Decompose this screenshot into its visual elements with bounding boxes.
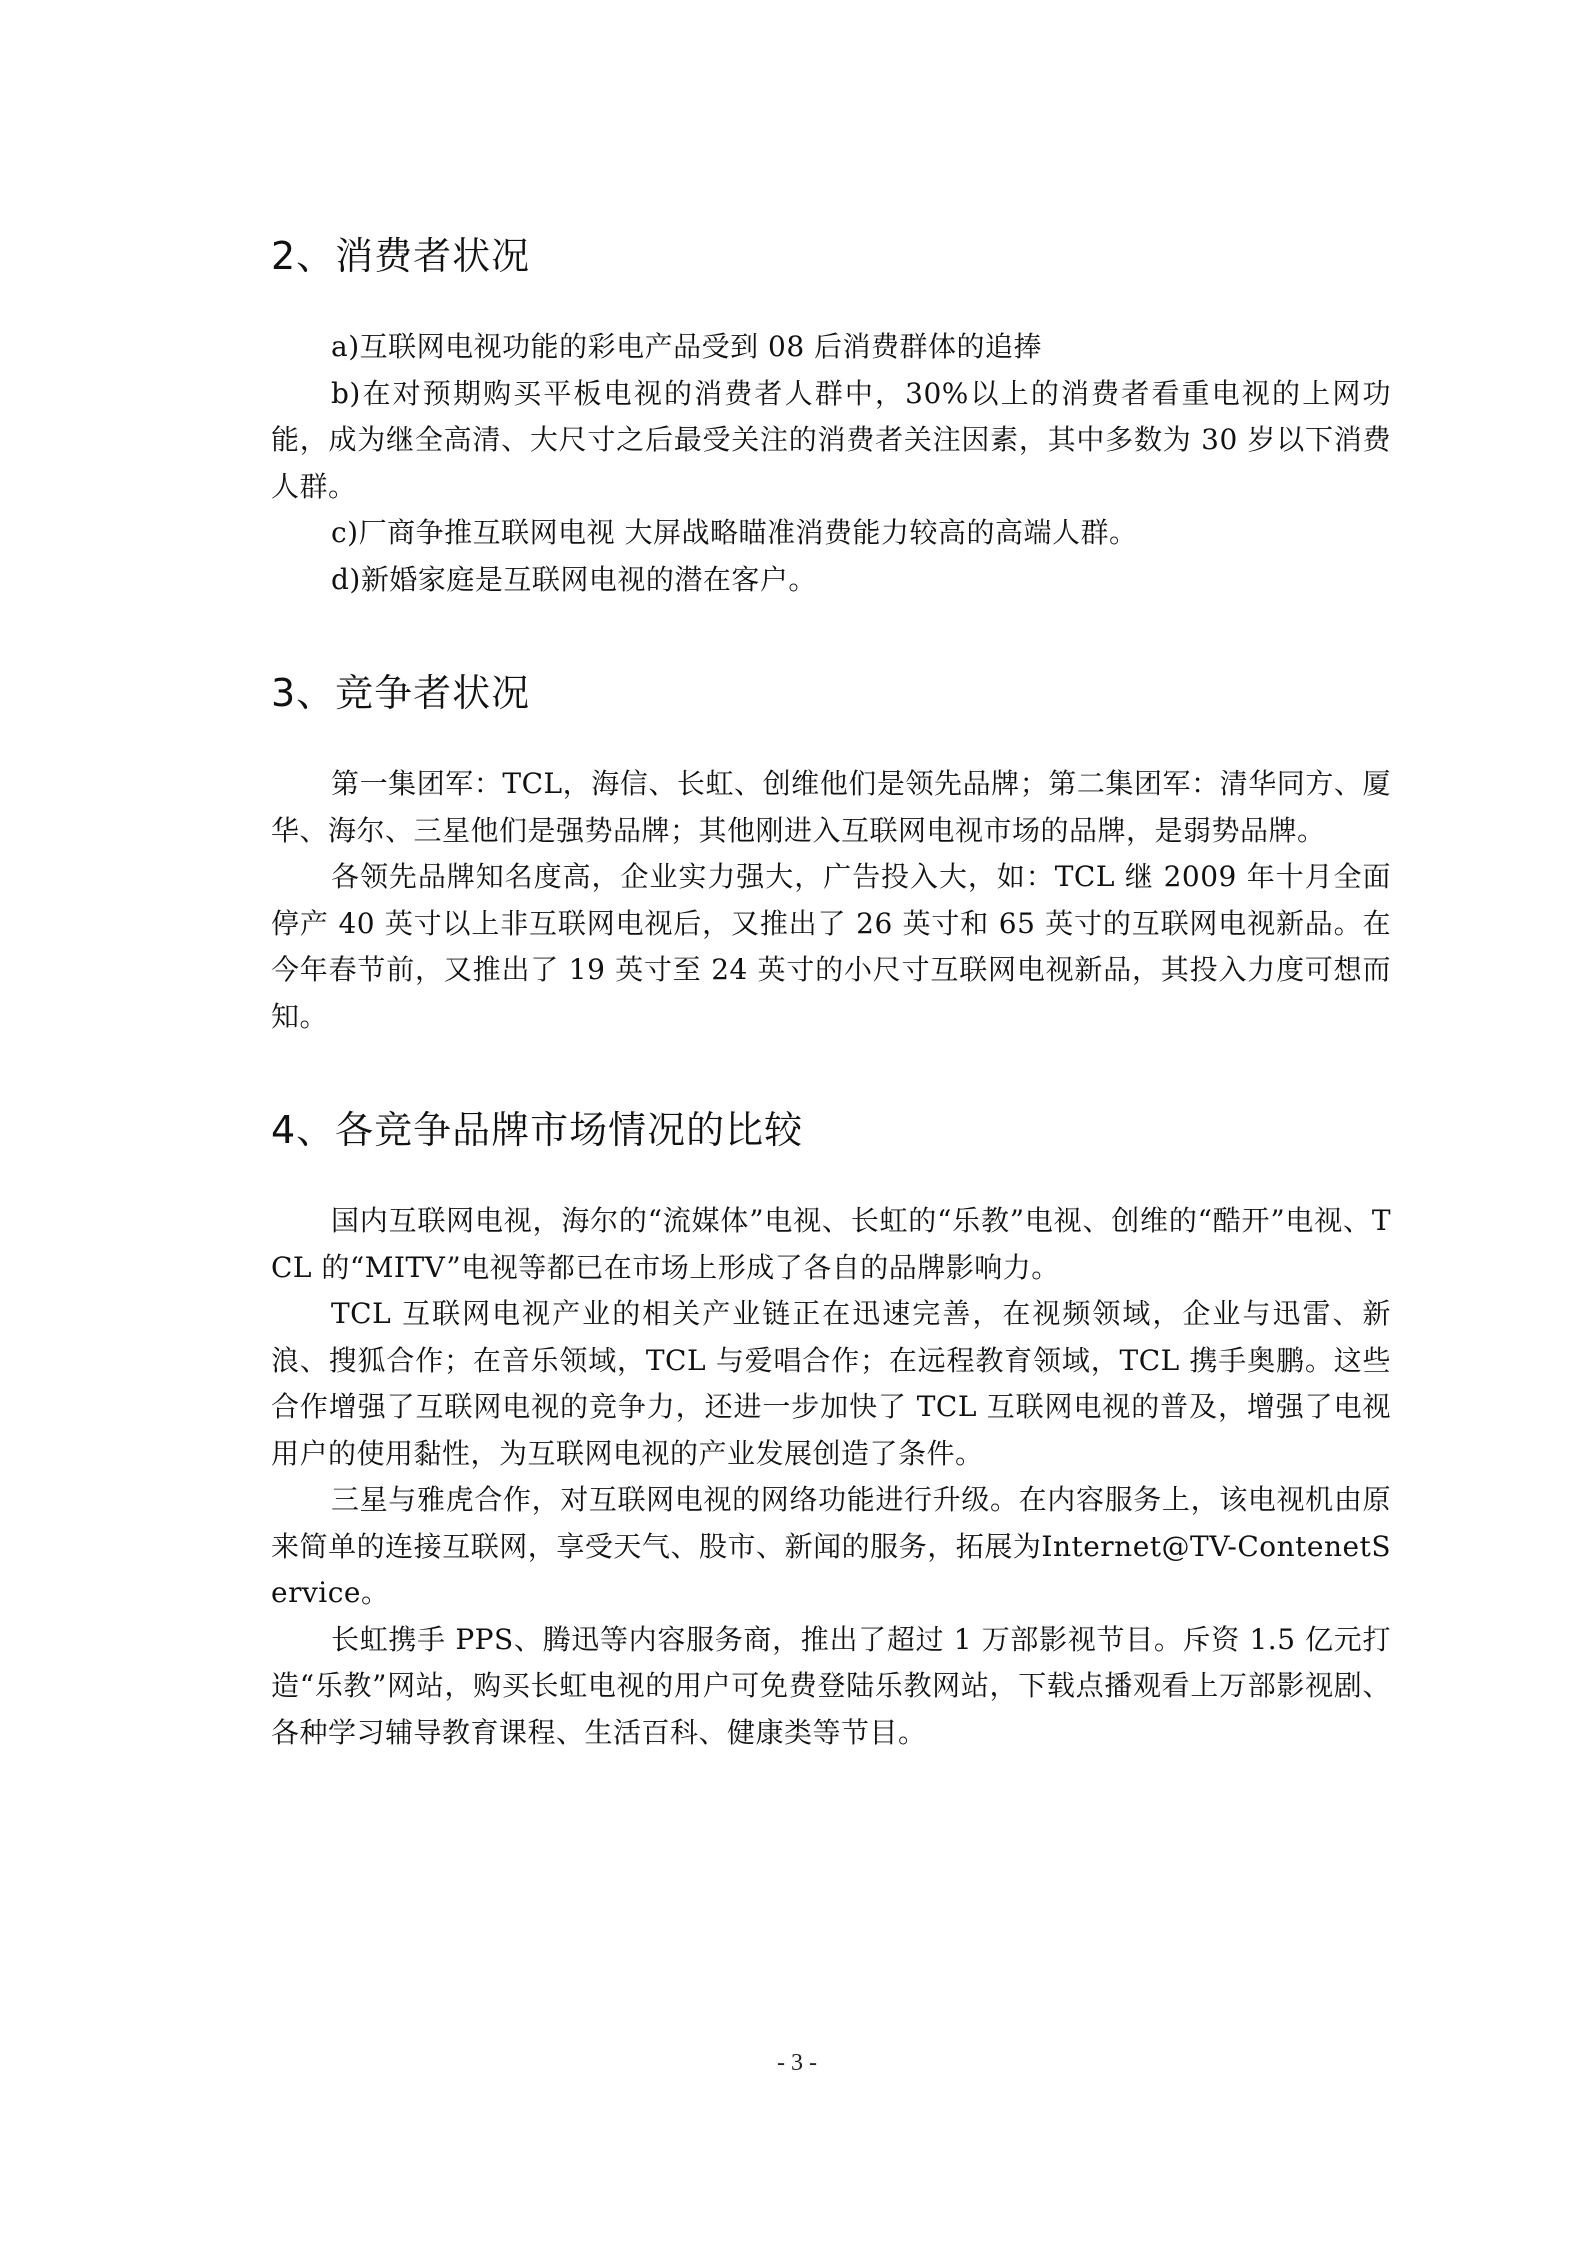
section-heading: 3、竞争者状况 [271, 671, 531, 715]
section-heading: 4、各竞争品牌市场情况的比较 [271, 1108, 804, 1152]
section-competitor-status [271, 669, 1391, 1040]
page-content [271, 232, 1391, 1756]
section-heading: 2、消费者状况 [271, 234, 531, 278]
paragraph: 长虹携手 PPS、腾迅等内容服务商，推出了超过 1 万部影视节目。斥资 1.5 亿元打造“乐教”网站，购买长虹电视的用户可免费登陆乐教网站，下载点播观看上万部影视剧、各种学习辅导教育课程、生活百科、健康类等节目。 [271, 1622, 1391, 1749]
paragraph: b)在对预期购买平板电视的消费者人群中，30%以上的消费者看重电视的上网功能，成为继全高清、大尺寸之后最受关注的消费者关注因素，其中多数为 30 岁以下消费人群。 [271, 376, 1391, 503]
paragraph: a)互联网电视功能的彩电产品受到 08 后消费群体的追捧 [331, 330, 1043, 363]
paragraph: d)新婚家庭是互联网电视的潜在客户。 [331, 562, 817, 596]
section-brand-comparison [271, 1106, 1391, 1756]
paragraph: TCL 互联网电视产业的相关产业链正在迅速完善，在视频领域，企业与迅雷、新浪、搜狐合作；在音乐领域，TCL 与爱唱合作；在远程教育领域，TCL 携手奥鹏。这些合作增强了互联网电视的竞争力，还进一步加快了 TCL 互联网电视的普及，增强了电视用户的使用黏性，为互联网电视的产业发展创造了条件。 [271, 1297, 1391, 1470]
section-spacer [271, 1040, 1391, 1106]
paragraph: 各领先品牌知名度高，企业实力强大，广告投入大，如：TCL 继 2009 年十月全面停产 40 英寸以上非互联网电视后，又推出了 26 英寸和 65 英寸的互联网电视新品。在今年春节前，又推出了 19 英寸至 24 英寸的小尺寸互联网电视新品，其投入力度可想而知。 [271, 860, 1391, 1033]
section-consumer-status [271, 232, 1391, 603]
paragraph: 第一集团军：TCL，海信、长虹、创维他们是领先品牌；第二集团军：清华同方、厦华、海尔、三星他们是强势品牌；其他刚进入互联网电视市场的品牌，是弱势品牌。 [271, 767, 1391, 847]
section-spacer [271, 603, 1391, 669]
paragraph: 三星与雅虎合作，对互联网电视的网络功能进行升级。在内容服务上，该电视机由原来简单的连接互联网，享受天气、股市、新闻的服务，拓展为Internet@TV-ContenetService。 [271, 1483, 1391, 1609]
paragraph: c)厂商争推互联网电视 大屏战略瞄准消费能力较高的高端人群。 [331, 516, 1138, 549]
paragraph: 国内互联网电视，海尔的“流媒体”电视、长虹的“乐教”电视、创维的“酷开”电视、TCL 的“MITV”电视等都已在市场上形成了各自的品牌影响力。 [271, 1204, 1391, 1284]
page-number: - 3 - [777, 2050, 817, 2076]
